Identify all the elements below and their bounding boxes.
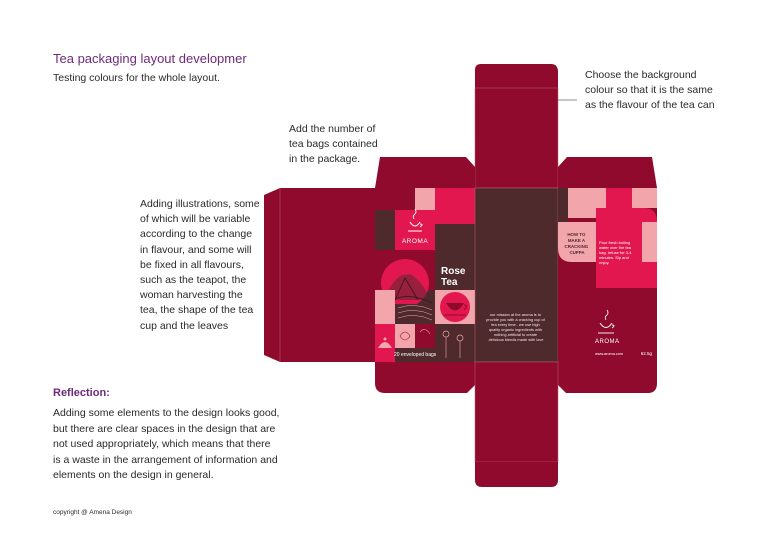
mission-text: our mission at the aroma is to provide you with a cracking cup of tea every time.. we use high quality organic ingredients with nothing artificial to create delicious blends made with love <box>486 312 545 342</box>
reflection-body: Adding some elements to the design looks good, but there are clear spaces in the design that are not used appropriately, which means that there is a waste in the arrangement of information and elements on the design in general. <box>53 407 280 482</box>
reflection-heading: Reflection: <box>53 387 110 399</box>
product-name-line1: Rose <box>441 266 466 277</box>
brand-name-front: AROMA <box>401 238 429 245</box>
net-weight: 62.5g <box>640 351 652 356</box>
brewing-instructions: Pour fresh boiling water over the tea bag. Infuse for 3-4 minutes. Sip and enjoy. <box>599 240 632 265</box>
side-panel <box>558 188 657 362</box>
copyright: copyright @ Amena Design <box>53 509 132 516</box>
top-dust-flap-left <box>375 157 475 188</box>
website: www.aroma.com <box>595 352 624 356</box>
bottom-closure-panel <box>475 362 558 462</box>
product-name-line2: Tea <box>441 277 458 288</box>
mission-panel <box>475 188 558 362</box>
glue-flap <box>264 188 375 362</box>
bottom-dust-flap-right <box>558 362 657 393</box>
top-closure-panel <box>475 88 558 188</box>
note-background-colour: Choose the background colour so that it is the same as the flavour of the tea can <box>585 69 715 112</box>
top-dust-flap-right <box>558 157 657 188</box>
howto-heading: HOW TO MAKE A CRACKING CUPPA <box>564 232 589 255</box>
page-title: Tea packaging layout developmer <box>53 51 247 66</box>
note-tea-bags: Add the number of tea bags contained in the package. <box>289 123 378 166</box>
brand-name-side: AROMA <box>595 339 620 345</box>
note-illustrations: Adding illustrations, some of which will be variable according to the change in flavour, and some will be fixed in all flavours, such as the teapot, the woman harvesting the tea, the shape of the tea cup and the leaves <box>140 198 260 332</box>
top-tuck-flap <box>475 64 558 88</box>
page-subtitle: Testing colours for the whole layout. <box>53 72 220 84</box>
tea-bag-count: 20 enveloped bags <box>394 352 437 358</box>
bottom-dust-flap-left <box>375 362 475 393</box>
front-panel <box>375 188 475 362</box>
bottom-tuck-flap <box>475 462 558 487</box>
